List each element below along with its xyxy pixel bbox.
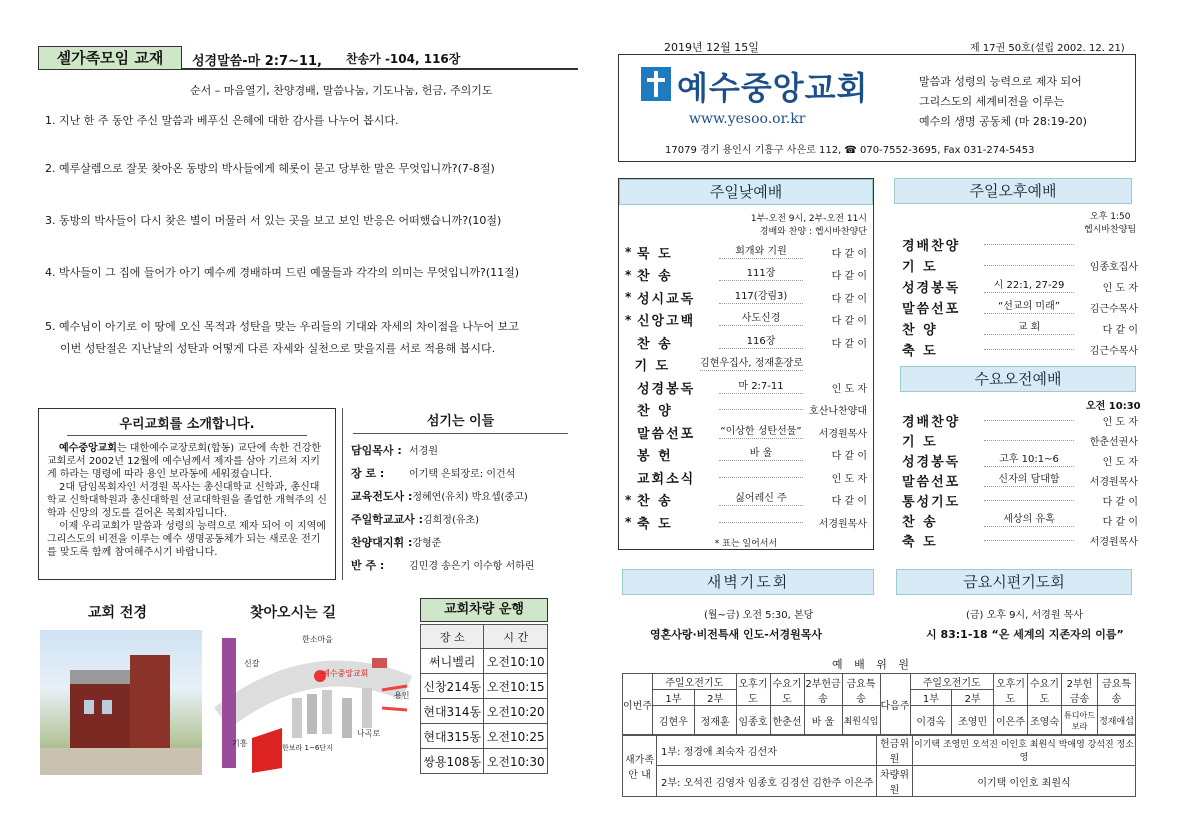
order-item: 기 도 — [902, 434, 938, 450]
church-name: 예수중앙교회 — [677, 69, 869, 107]
new-family-1: 1부: 정경애 최숙자 김선자 — [657, 735, 877, 766]
stand-mark: * — [625, 267, 632, 282]
intro-title: 우리교회를 소개합니다. — [67, 413, 307, 436]
order-detail — [984, 500, 1074, 501]
header-hymn: 찬송가 -104, 116장 — [346, 52, 461, 66]
serve-person: 이기택 은퇴장로: 이건석 — [409, 469, 516, 480]
intro-paragraph-1: 예수중앙교회는 대한예수교장로회(합동) 교단에 속한 건강한 교회로서 2002년 12월에 예수님께서 제자를 삼아 기르쳐 지키게 하라는 명령에 따라 용인 보라동에 세워졌습니다. — [47, 443, 322, 480]
church-url: www.yesoo.or.kr — [689, 111, 806, 127]
order-item: 말씀선포 — [637, 426, 696, 442]
cell-title-box: 셀가족모임 교재 — [38, 46, 182, 70]
bus-time: 오전10:15 — [484, 674, 548, 699]
bus-row — [421, 649, 548, 674]
am-service-time: 1부-오전 9시, 2부-오전 11시 — [750, 214, 867, 224]
order-item: 신앙고백 — [637, 314, 696, 330]
order-row — [902, 450, 1138, 470]
pm-service-time: 오후 1:50 — [1090, 212, 1131, 222]
bus-time: 오전10:25 — [484, 724, 548, 749]
motto-line-1: 말씀과 성령의 능력으로 제자 되어 — [919, 75, 1082, 88]
map-title: 찾아오시는 길 — [250, 605, 337, 621]
order-item: 말씀선포 — [902, 302, 961, 317]
am-standing-note: * 표는 일어서서 — [714, 538, 778, 549]
order-item: 기 도 — [902, 260, 938, 275]
wed-order-list — [902, 410, 1138, 550]
order-detail — [984, 244, 1074, 245]
order-item: 말씀선포 — [902, 474, 961, 490]
serve-row — [351, 461, 578, 484]
order-row — [902, 430, 1138, 450]
pm-order-list — [902, 234, 1138, 360]
bus-row — [421, 724, 548, 749]
order-item: 교회소식 — [637, 471, 696, 487]
car-label: 차량위원 — [877, 766, 913, 797]
stand-mark: * — [625, 290, 632, 305]
offering-members: 이기택 조영민 오석진 이인호 최원식 박애영 강석진 정소영 — [913, 735, 1136, 766]
order-detail — [984, 349, 1074, 350]
serve-row — [351, 507, 578, 530]
map-label-singal: 신갈 — [244, 659, 260, 668]
bus-head-place: 장 소 — [421, 625, 484, 649]
new-family-2: 2부: 오석진 김영자 임종호 김경선 김한주 이은주 — [657, 766, 877, 797]
serve-row — [351, 530, 578, 553]
duty-this-week: 이번주 — [623, 674, 653, 736]
serve-role: 교육전도사 : — [351, 489, 413, 503]
order-detail: 116장 — [719, 336, 803, 349]
order-row — [625, 421, 867, 444]
order-leader: 임종호집사 — [1089, 262, 1138, 273]
intro-box — [38, 408, 336, 580]
order-leader: 다 같 이 — [831, 338, 867, 350]
order-item: 찬 양 — [902, 323, 938, 338]
serve-row — [351, 438, 578, 461]
bulletin-issue: 제 17권 50호(설립 2002. 12. 21) — [970, 43, 1125, 54]
stand-mark: * — [625, 492, 632, 507]
wed-service-time: 오전 10:30 — [1086, 401, 1141, 412]
order-leader: 서경원목사 — [1089, 536, 1138, 548]
order-item: 찬 송 — [637, 336, 673, 352]
serve-list — [343, 438, 578, 576]
serve-person: 강형준 — [412, 538, 442, 549]
order-row — [902, 510, 1138, 530]
order-item: 축 도 — [902, 534, 938, 550]
order-detail: “이상한 성탄선물” — [720, 425, 802, 437]
order-item: 축 도 — [637, 516, 673, 532]
order-item: 축 도 — [902, 344, 938, 359]
location-map — [212, 628, 412, 778]
stand-mark: * — [625, 312, 632, 327]
order-item: 묵 도 — [637, 246, 673, 262]
order-detail: 시 22:1, 27-29 — [984, 280, 1074, 293]
meeting-order: 순서 – 마음열기, 찬양경배, 말씀나눔, 기도나눔, 헌금, 주의기도 — [190, 84, 493, 97]
offering-label: 헌금위원 — [877, 735, 913, 766]
bus-place: 신창214동 — [421, 674, 484, 699]
order-detail — [719, 477, 803, 478]
friday-time: (금) 오후 9시, 서경원 목사 — [966, 610, 1083, 621]
order-detail — [719, 409, 803, 410]
map-label-yongin: 용인 — [394, 691, 410, 700]
order-row — [625, 354, 867, 377]
order-row — [902, 530, 1138, 550]
bus-title: 교회차량 운행 — [420, 598, 548, 622]
bulletin-date: 2019년 12월 15일 — [664, 41, 759, 54]
order-row — [902, 490, 1138, 510]
church-view-title: 교회 전경 — [88, 605, 147, 621]
car-members: 이기택 이인호 최원식 — [913, 766, 1136, 797]
order-item: 찬 송 — [637, 494, 673, 510]
order-leader: 다 같 이 — [831, 496, 867, 508]
order-detail — [984, 540, 1074, 541]
order-leader: 서경원목사 — [1089, 476, 1138, 488]
duty-table: 이번주 주일오전기도 오후기도 수요기도 2부헌금송 금요특송 다음주 주일오전기도 오후기도 수요기도 2부헌금송 금요특송 1부 2부 1부 2부 김현우 정재훈 임종호 한춘선 바 울 최원식임 이경옥 조영민 이은주 조영숙 튜디아드보라 정재애섭 — [622, 673, 1136, 736]
order-detail — [719, 522, 803, 523]
order-item: 기 도 — [634, 359, 671, 375]
friday-title: 금요시편기도회 — [896, 569, 1132, 595]
pm-service-title: 주일오후예배 — [894, 178, 1132, 204]
order-leader: 다 같 이 — [831, 271, 867, 283]
order-leader: 호산나찬양대 — [809, 406, 867, 418]
order-item: 성경봉독 — [902, 281, 961, 296]
order-row — [902, 255, 1138, 276]
order-leader: 서경원목사 — [818, 428, 867, 440]
order-detail: 회개와 기원 — [719, 246, 803, 259]
bus-row — [421, 674, 548, 699]
order-row — [902, 339, 1138, 360]
serve-role: 찬양대지휘 : — [351, 535, 413, 549]
intro-church-name: 예수중앙교회 — [59, 443, 117, 454]
duty-next-week: 다음주 — [880, 674, 910, 736]
am-service-box — [618, 178, 874, 550]
map-label-apt: 한보라 1~6단지 — [282, 744, 333, 752]
order-row — [902, 470, 1138, 490]
order-row — [625, 241, 867, 264]
dawn-time: (월~금) 오전 5:30, 본당 — [704, 610, 814, 621]
order-item: 찬 송 — [902, 514, 938, 530]
serve-row — [351, 484, 578, 507]
serve-title: 섬기는 이들 — [353, 408, 568, 434]
order-leader: 인 도 자 — [831, 383, 867, 395]
order-row — [902, 410, 1138, 430]
order-detail — [984, 420, 1074, 421]
order-item: 경배찬양 — [902, 414, 961, 430]
friday-text: 시 83:1-18 “온 세계의 지존자의 이름” — [926, 628, 1124, 641]
motto-line-3: 예수의 생명 공동체 (마 28:19-20) — [919, 115, 1087, 128]
order-row — [625, 444, 867, 467]
serve-person: 서경원 — [409, 446, 438, 457]
order-detail: 김현우집사, 정재훈장로 — [700, 358, 803, 370]
order-row — [625, 466, 867, 489]
new-family-label: 새가족 안 내 — [623, 735, 657, 797]
order-leader: 김근수목사 — [1089, 304, 1138, 315]
intro-paragraph-3: 이제 우리교회가 말씀과 성령의 능력으로 제자 되어 이 지역에 그리스도의 비전을 이루는 예수 생명공동체가 되는 새로운 전기를 맞도록 함께 참여해주시기 바랍니다. — [47, 521, 326, 558]
order-row — [625, 286, 867, 309]
header-scripture: 성경말씀-마 2:7~11, — [192, 54, 322, 69]
map-label-hanso: 한소마을 — [302, 635, 333, 644]
order-detail: 싫어레신 주 — [719, 493, 803, 506]
order-detail: 바 울 — [719, 448, 803, 461]
motto-line-2: 그리스도의 세계비전을 이루는 — [919, 95, 1065, 108]
order-row — [625, 331, 867, 354]
order-detail: 마 2:7-11 — [719, 381, 803, 394]
bus-row — [421, 749, 548, 774]
order-leader: 다 같 이 — [831, 248, 867, 260]
order-leader: 다 같 이 — [831, 293, 867, 305]
dawn-text: 영혼사랑·비전특새 인도-서경원목사 — [650, 628, 822, 641]
order-row — [625, 489, 867, 512]
bus-time: 오전10:30 — [484, 749, 548, 774]
order-detail: 교 회 — [984, 322, 1074, 335]
order-item: 찬 양 — [637, 404, 673, 420]
order-row — [902, 276, 1138, 297]
order-detail: “선교의 미래” — [984, 301, 1074, 314]
intro-paragraph-2: 2대 담임목회자인 서경원 목사는 총신대학교 신학과, 총신대학교 신학대학원과 총신대학원 선교대학원을 졸업한 개혁주의 신학과 신앙의 정도를 걸어온 목회자입니다. — [47, 482, 327, 519]
order-item: 찬 송 — [637, 269, 673, 285]
am-service-title: 주일낮예배 — [619, 179, 873, 205]
order-item: 성경봉독 — [637, 381, 696, 397]
question-2: 2. 예루살렘으로 잘못 찾아온 동방의 박사들에게 헤롯이 묻고 당부한 말은 무엇입니까?(7-8절) — [45, 162, 495, 175]
map-label-nagok: 나곡로 — [357, 729, 381, 738]
church-address: 17079 경기 용인시 기흥구 사은로 112, ☎ 070-7552-3695, Fax 031-274-5453 — [665, 145, 1035, 156]
guide-table — [622, 734, 1136, 797]
order-item: 통성기도 — [902, 494, 961, 510]
question-5-cont: 이번 성탄절은 지난날의 성탄과 어떻게 다른 자세와 실천으로 맞을지를 서로 적용해 봅시다. — [60, 342, 496, 355]
wed-service-title: 수요오전예배 — [900, 366, 1136, 392]
order-leader: 인 도 자 — [1102, 456, 1138, 468]
order-leader: 김근수목사 — [1089, 346, 1138, 357]
bus-place: 현대315동 — [421, 724, 484, 749]
bus-time: 오전10:10 — [484, 649, 548, 674]
bus-place: 써니벨리 — [421, 649, 484, 674]
masthead — [618, 54, 1136, 162]
order-item: 경배찬양 — [902, 239, 961, 254]
question-1: 1. 지난 한 주 동안 주신 말씀과 베푸신 은혜에 대한 감사를 나누어 봅시다. — [45, 114, 399, 127]
question-3: 3. 동방의 박사들이 다시 찾은 별이 머물러 서 있는 곳을 보고 보인 반응은 어떠했습니까?(10절) — [45, 214, 502, 227]
order-row — [902, 234, 1138, 255]
duty-title: 예 배 위 원 — [832, 658, 913, 671]
order-leader: 다 같 이 — [831, 451, 867, 463]
order-detail — [984, 440, 1074, 441]
order-row — [902, 297, 1138, 318]
order-detail: 사도신경 — [719, 313, 803, 326]
order-leader: 다 같 이 — [1102, 516, 1138, 528]
order-row — [625, 376, 867, 399]
stand-mark: * — [625, 515, 632, 530]
left-header — [38, 46, 578, 70]
church-photo — [40, 630, 202, 775]
stand-mark: * — [625, 245, 632, 260]
serve-role: 반 주 : — [351, 558, 385, 572]
order-leader: 인 도 자 — [1102, 283, 1138, 294]
order-leader: 다 같 이 — [1102, 496, 1138, 508]
order-item: 성시교독 — [637, 291, 696, 307]
serve-person: 김민경 송은기 이수항 서하린 — [409, 561, 535, 572]
order-item: 봉 헌 — [637, 449, 673, 465]
serve-role: 담임목사 : — [351, 443, 402, 457]
dawn-title: 새벽기도회 — [622, 569, 874, 595]
order-row — [625, 511, 867, 534]
order-leader: 인 도 자 — [831, 473, 867, 485]
am-order-list — [625, 241, 867, 534]
order-item: 성경봉독 — [902, 454, 961, 470]
serve-person: 김희정(유초) — [422, 515, 480, 526]
order-leader: 서경원목사 — [818, 518, 867, 530]
map-label-church: 예수중앙교회 — [322, 669, 369, 678]
bus-head-time: 시 간 — [484, 625, 548, 649]
serve-row — [351, 553, 578, 576]
order-detail — [984, 265, 1074, 266]
order-detail: 세상의 유혹 — [984, 514, 1074, 527]
serve-box — [342, 408, 578, 580]
serve-person: 정혜연(유치) 박요셉(중고) — [412, 492, 528, 503]
pm-service-choir: 헵시바찬양팀 — [1084, 225, 1137, 235]
bus-time: 오전10:20 — [484, 699, 548, 724]
order-row — [625, 399, 867, 422]
order-detail: 117(강림3) — [719, 291, 803, 304]
order-row — [625, 264, 867, 287]
map-label-giheung: 기흥 — [232, 739, 248, 748]
order-detail: 신자의 담대함 — [984, 474, 1074, 487]
serve-role: 주일학교교사 : — [351, 512, 423, 526]
bus-table — [420, 624, 548, 774]
order-leader: 인 도 자 — [1102, 416, 1138, 428]
order-detail: 고후 10:1~6 — [984, 454, 1074, 467]
order-leader: 다 같 이 — [1102, 325, 1138, 336]
question-4: 4. 박사들이 그 집에 들어가 아기 예수께 경배하며 드린 예물들과 각각의 의미는 무엇입니까?(11절) — [45, 266, 520, 279]
order-row — [902, 318, 1138, 339]
bus-place: 쌍용108동 — [421, 749, 484, 774]
am-service-choir: 경배와 찬양 : 헵시바찬양단 — [759, 227, 867, 237]
cross-logo-icon — [641, 67, 671, 101]
bus-place: 현대314동 — [421, 699, 484, 724]
order-leader: 한춘선권사 — [1089, 436, 1138, 448]
question-5: 5. 예수님이 아기로 이 땅에 오신 목적과 성탄을 맞는 우리들의 기대와 자세의 차이점을 나누어 보고 — [45, 320, 519, 333]
order-detail: 111장 — [719, 268, 803, 281]
order-row — [625, 309, 867, 332]
serve-role: 장 로 : — [351, 466, 385, 480]
order-leader: 다 같 이 — [831, 316, 867, 328]
bus-row — [421, 699, 548, 724]
